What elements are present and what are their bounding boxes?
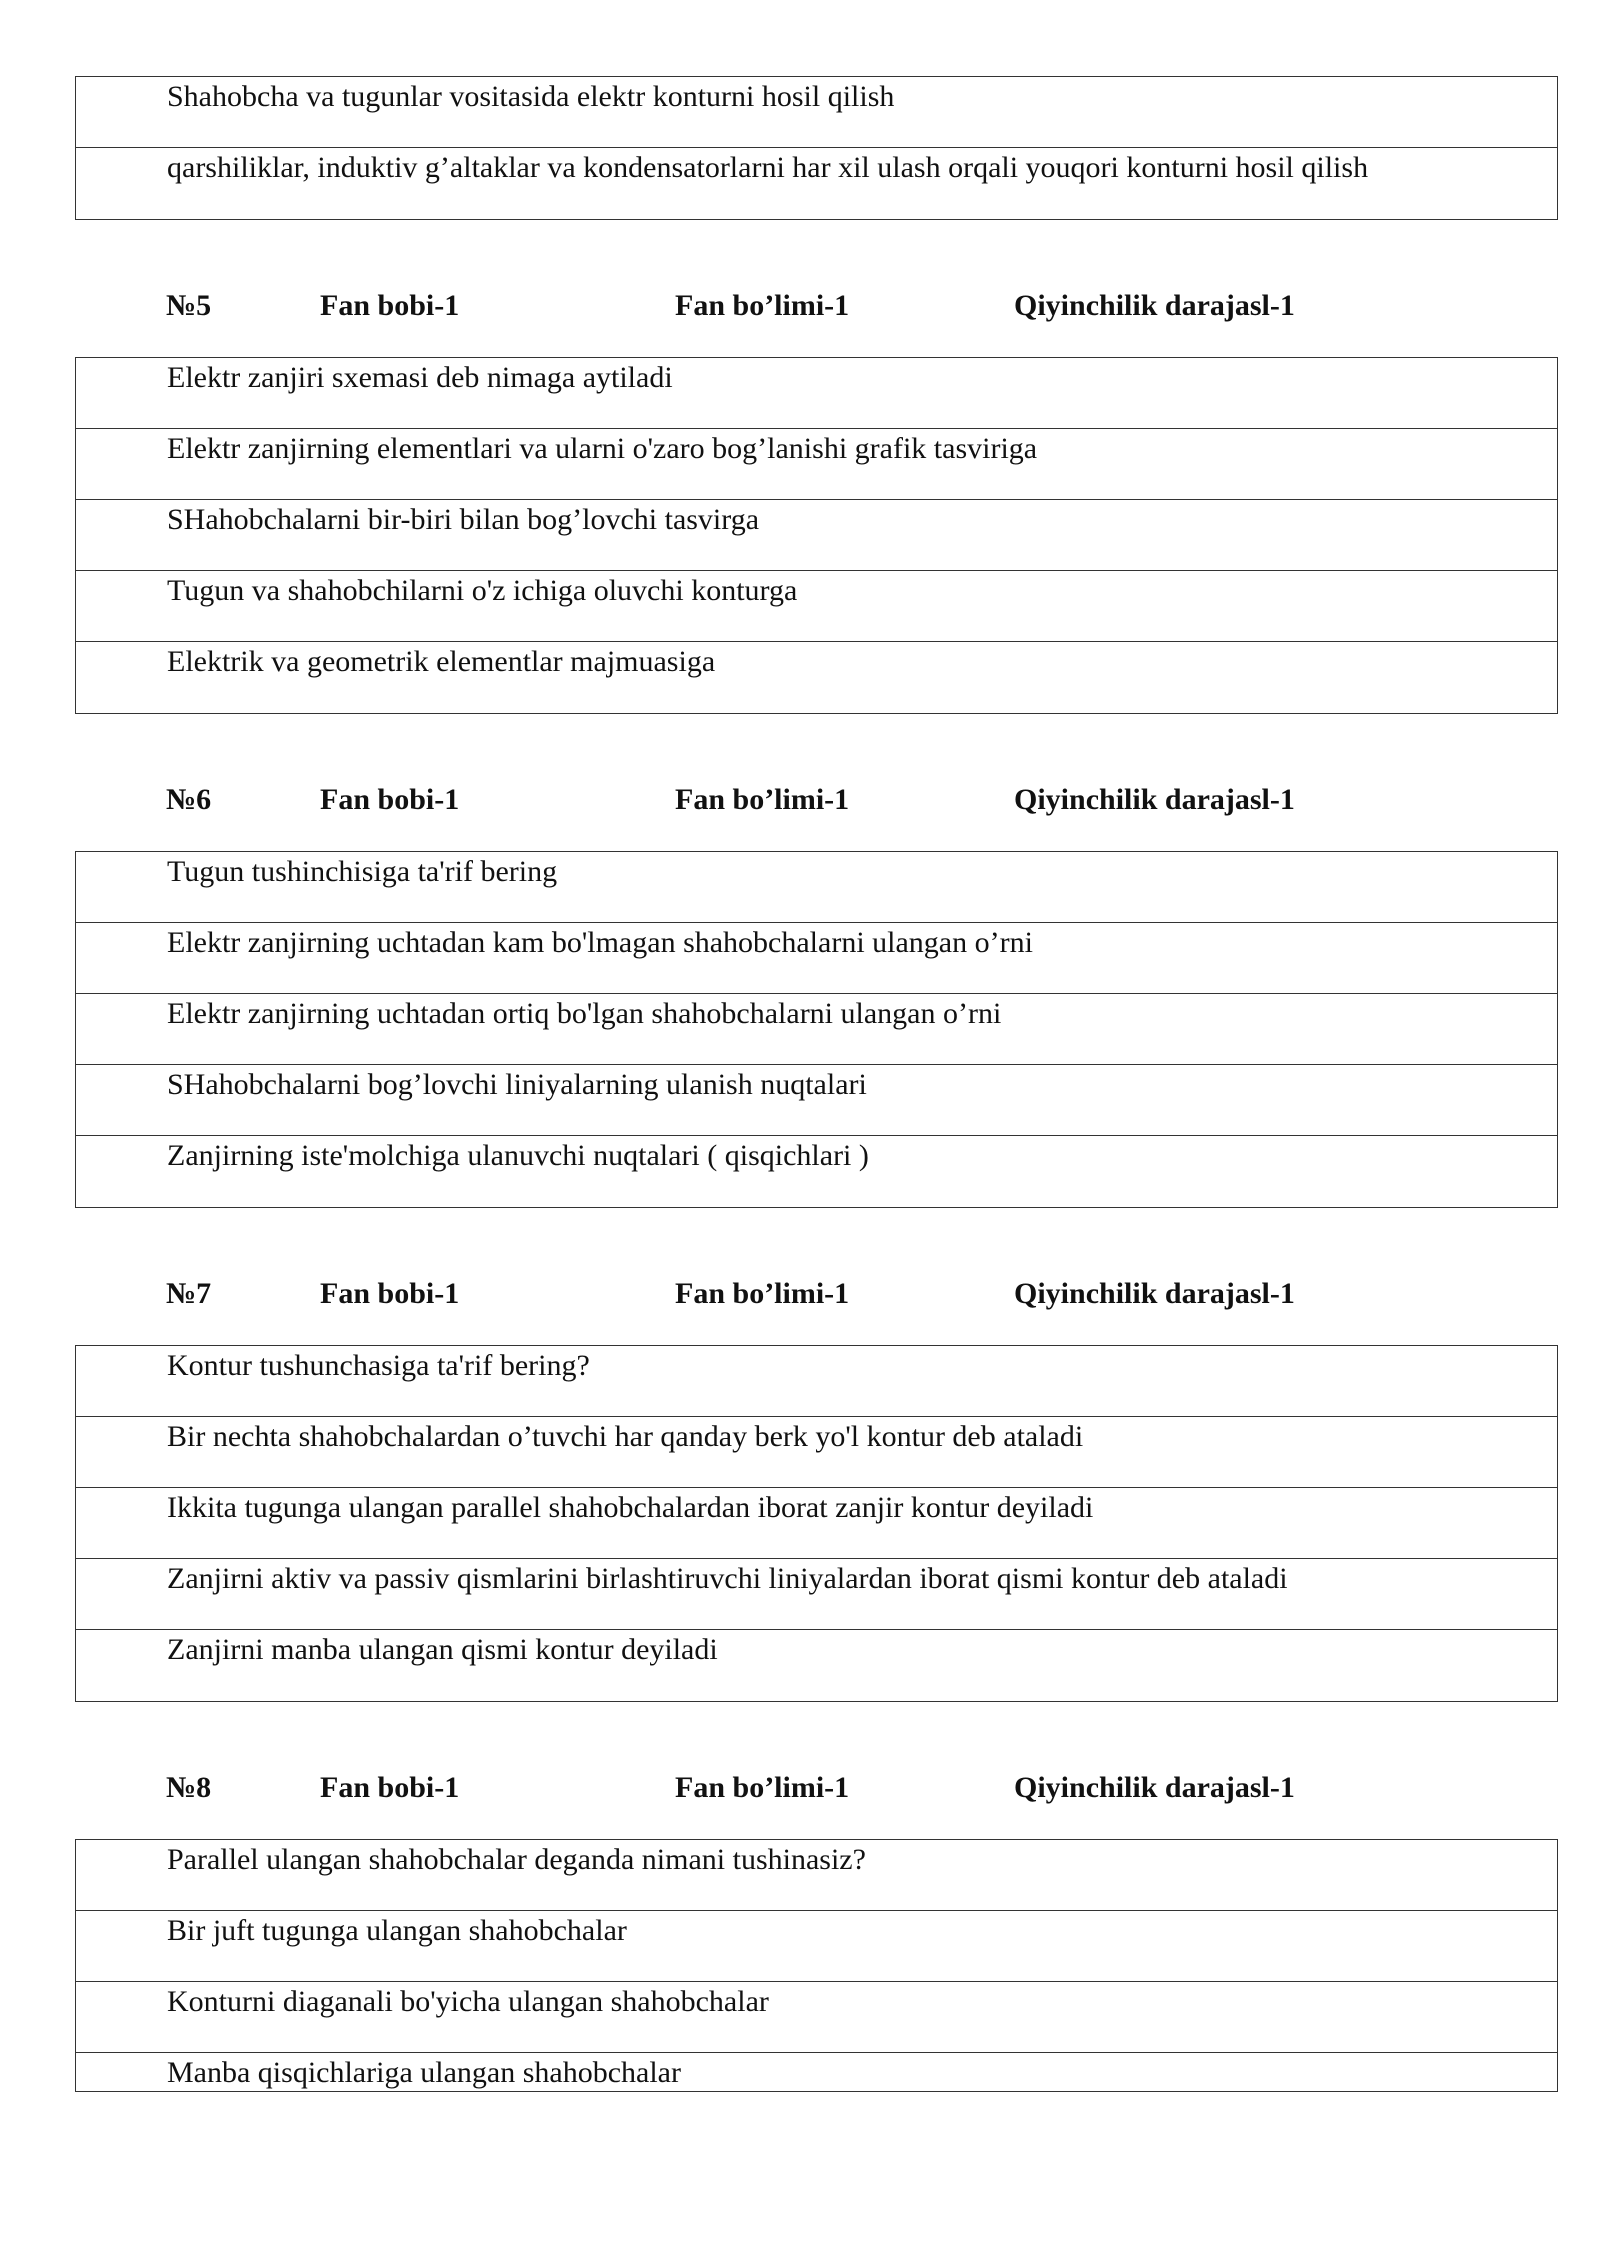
question-header — [0, 1277, 1600, 1317]
question-table — [75, 1839, 1558, 2092]
answer-row: Bir juft tugunga ulangan shahobchalar — [76, 1911, 1557, 1982]
fan-bobi: Fan bobi-1 — [320, 783, 460, 816]
answer-row: Ikkita tugunga ulangan parallel shahobchalardan iborat zanjir kontur deyiladi — [76, 1488, 1557, 1559]
answer-row: Konturni diaganali bo'yicha ulangan shahobchalar — [76, 1982, 1557, 2053]
fan-bolimi: Fan bo’limi-1 — [675, 289, 850, 322]
answer-row: SHahobchalarni bog’lovchi liniyalarning ulanish nuqtalari — [76, 1065, 1557, 1136]
fan-bolimi: Fan bo’limi-1 — [675, 1277, 850, 1310]
fan-bobi: Fan bobi-1 — [320, 1277, 460, 1310]
question-table — [75, 1345, 1558, 1702]
difficulty-level: Qiyinchilik darajasl-1 — [1014, 1277, 1295, 1310]
fan-bobi: Fan bobi-1 — [320, 289, 460, 322]
question-header — [0, 289, 1600, 329]
question-row: Kontur tushunchasiga ta'rif bering? — [76, 1346, 1557, 1417]
question-header — [0, 1771, 1600, 1811]
answer-row: Tugun va shahobchilarni o'z ichiga oluvchi konturga — [76, 571, 1557, 642]
answer-table — [75, 76, 1558, 220]
answer-row: Manba qisqichlariga ulangan shahobchalar — [167, 2056, 681, 2089]
question-number: №6 — [166, 783, 212, 816]
answer-row: Bir nechta shahobchalardan o’tuvchi har qanday berk yo'l kontur deb ataladi — [76, 1417, 1557, 1488]
question-row: Parallel ulangan shahobchalar deganda nimani tushinasiz? — [76, 1840, 1557, 1911]
question-row: Elektr zanjiri sxemasi deb nimaga aytiladi — [76, 358, 1557, 429]
difficulty-level: Qiyinchilik darajasl-1 — [1014, 1771, 1295, 1804]
answer-row: Zanjirni manba ulangan qismi kontur deyiladi — [167, 1633, 718, 1666]
question-number: №5 — [166, 289, 212, 322]
table-row: qarshiliklar, induktiv g’altaklar va kondensatorlarni har xil ulash orqali youqori konturni hosil qilish — [167, 151, 1369, 184]
answer-row: Elektr zanjirning uchtadan ortiq bo'lgan shahobchalarni ulangan o’rni — [76, 994, 1557, 1065]
question-header — [0, 783, 1600, 823]
question-row: Tugun tushinchisiga ta'rif bering — [76, 852, 1557, 923]
question-table — [75, 357, 1558, 714]
answer-row: Elektr zanjirning elementlari va ularni o'zaro bog’lanishi grafik tasviriga — [76, 429, 1557, 500]
question-number: №7 — [166, 1277, 212, 1310]
fan-bolimi: Fan bo’limi-1 — [675, 783, 850, 816]
fan-bolimi: Fan bo’limi-1 — [675, 1771, 850, 1804]
answer-row: Elektr zanjirning uchtadan kam bo'lmagan shahobchalarni ulangan o’rni — [76, 923, 1557, 994]
fan-bobi: Fan bobi-1 — [320, 1771, 460, 1804]
answer-row: Zanjirni aktiv va passiv qismlarini birlashtiruvchi liniyalardan iborat qismi kontur deb ataladi — [76, 1559, 1557, 1630]
difficulty-level: Qiyinchilik darajasl-1 — [1014, 783, 1295, 816]
question-number: №8 — [166, 1771, 212, 1804]
answer-row: Elektrik va geometrik elementlar majmuasiga — [167, 645, 716, 678]
table-row: Shahobcha va tugunlar vositasida elektr konturni hosil qilish — [76, 77, 1557, 148]
answer-row: Zanjirning iste'molchiga ulanuvchi nuqtalari ( qisqichlari ) — [167, 1139, 869, 1172]
answer-row: SHahobchalarni bir-biri bilan bog’lovchi tasvirga — [76, 500, 1557, 571]
question-table — [75, 851, 1558, 1208]
difficulty-level: Qiyinchilik darajasl-1 — [1014, 289, 1295, 322]
